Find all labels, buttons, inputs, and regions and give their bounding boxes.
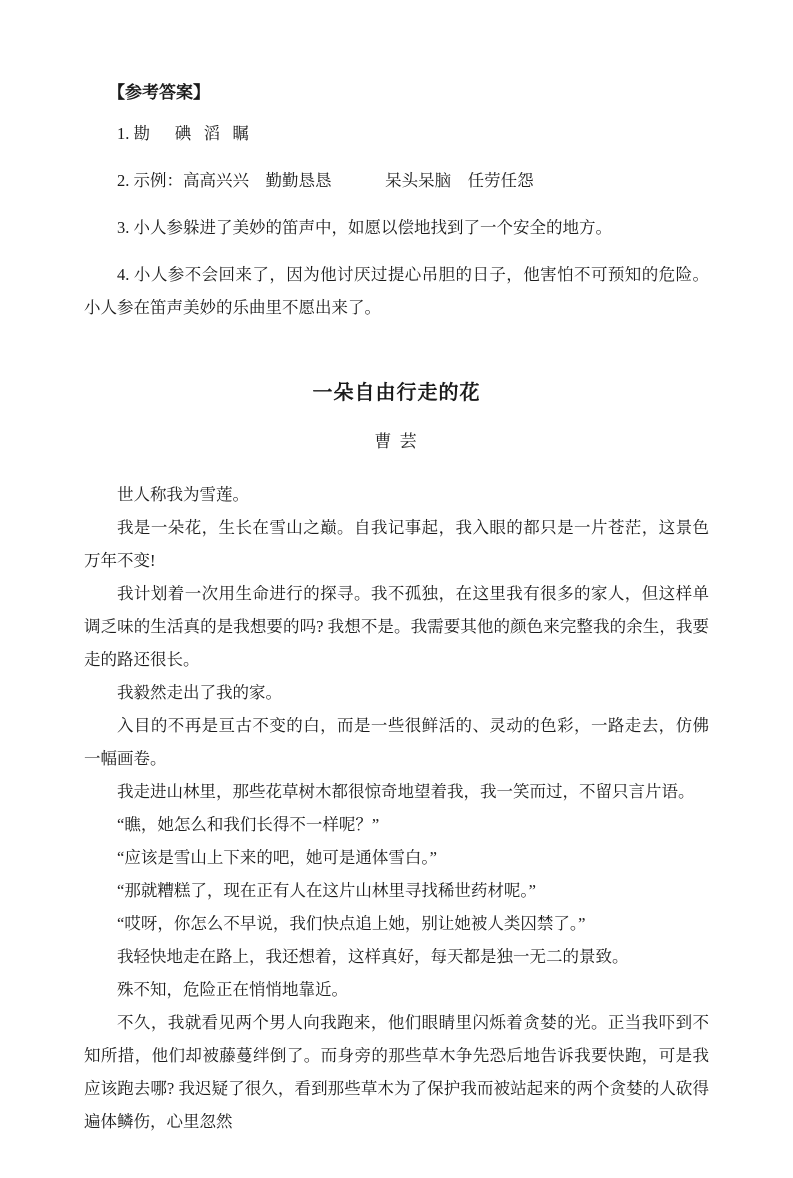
article-paragraph: “哎呀，你怎么不早说，我们快点追上她，别让她被人类囚禁了。” [117, 914, 586, 933]
article-paragraph: 殊不知，危险正在悄悄地靠近。 [117, 980, 348, 999]
article-paragraph: “应该是雪山上下来的吧，她可是通体雪白。” [117, 848, 437, 867]
article-section [84, 376, 709, 1138]
article-author: 曹 芸 [374, 432, 419, 451]
article-paragraph: 不久，我就看见两个男人向我跑来，他们眼睛里闪烁着贪婪的光。正当我吓到不知所措，他们却被藤蔓绊倒了。而身旁的那些草木争先恐后地告诉我要快跑，可是我应该跑去哪? 我迟疑了很久，看到那些草木为了保护我而被站起来的两个贪婪的人砍得遍体鳞伤，心里忽然 [84, 1013, 709, 1131]
article-paragraph: 入目的不再是亘古不变的白，而是一些很鲜活的、灵动的色彩，一路走去，仿佛一幅画卷。 [84, 716, 709, 768]
article-paragraph: 我是一朵花，生长在雪山之巅。自我记事起，我入眼的都只是一片苍茫，这景色万年不变! [84, 518, 709, 570]
article-paragraph: 我计划着一次用生命进行的探寻。我不孤独，在这里我有很多的家人，但这样单调乏味的生活真的是我想要的吗? 我想不是。我需要其他的颜色来完整我的余生，我要走的路还很长。 [84, 584, 709, 669]
answer-item: 3. 小人参躲进了美妙的笛声中，如愿以偿地找到了一个安全的地方。 [117, 218, 612, 237]
article-title: 一朵自由行走的花 [312, 382, 481, 404]
article-paragraph: “那就糟糕了，现在正有人在这片山林里寻找稀世药材呢。” [117, 881, 536, 900]
article-paragraph: “瞧，她怎么和我们长得不一样呢？” [117, 815, 380, 834]
article-paragraph: 世人称我为雪莲。 [117, 485, 249, 504]
article-paragraph: 我轻快地走在路上，我还想着，这样真好，每天都是独一无二的景致。 [117, 947, 629, 966]
answer-item: 1. 勘 碘 滔 瞩 [117, 124, 249, 143]
article-paragraph: 我毅然走出了我的家。 [117, 683, 282, 702]
answer-item: 4. 小人参不会回来了，因为他讨厌过提心吊胆的日子，他害怕不可预知的危险。小人参在笛声美妙的乐曲里不愿出来了。 [84, 265, 709, 317]
article-paragraph: 我走进山林里，那些花草树木都很惊奇地望着我，我一笑而过，不留只言片语。 [117, 782, 695, 801]
answer-item: 2. 示例：高高兴兴 勤勤恳恳 呆头呆脑 任劳任怨 [117, 171, 534, 190]
answer-key-heading: 【参考答案】 [108, 83, 210, 102]
answer-key-section [84, 78, 709, 324]
